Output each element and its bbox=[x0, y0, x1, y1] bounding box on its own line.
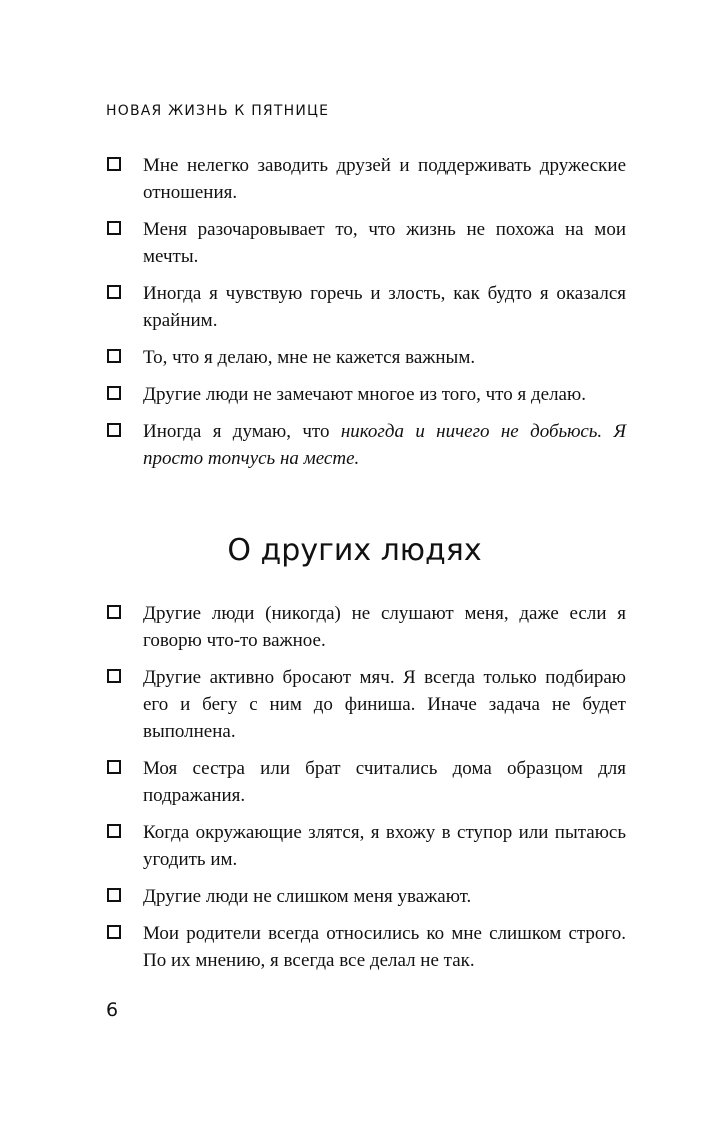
list-item bbox=[106, 883, 626, 910]
checkbox[interactable] bbox=[107, 760, 121, 774]
list-item bbox=[106, 216, 626, 270]
checkbox[interactable] bbox=[107, 423, 121, 437]
checkbox[interactable] bbox=[107, 221, 121, 235]
checkbox[interactable] bbox=[107, 824, 121, 838]
checklist-self bbox=[106, 152, 626, 482]
section-title: О других людях bbox=[227, 533, 482, 568]
list-item bbox=[106, 418, 626, 472]
item-text: Когда окружающие злятся, я вхожу в ступор или пытаюсь угодить им. bbox=[143, 822, 626, 870]
item-text: Мои родители всегда относились ко мне слишком строго. По их мнению, я всегда все делал не так. bbox=[143, 923, 626, 971]
page-number: 6 bbox=[106, 999, 119, 1021]
list-item bbox=[106, 600, 626, 654]
item-text: Другие активно бросают мяч. Я всегда только подбираю его и бегу с ним до финиша. Иначе задача не будет выполнена. bbox=[143, 667, 626, 742]
item-text: Другие люди не замечают многое из того, что я делаю. bbox=[143, 384, 586, 405]
list-item bbox=[106, 755, 626, 809]
item-text: Мне нелегко заводить друзей и поддерживать дружеские отношения. bbox=[143, 155, 626, 203]
list-item bbox=[106, 819, 626, 873]
list-item bbox=[106, 664, 626, 745]
checkbox[interactable] bbox=[107, 349, 121, 363]
checkbox[interactable] bbox=[107, 888, 121, 902]
list-item bbox=[106, 280, 626, 334]
item-text: Меня разочаровывает то, что жизнь не похожа на мои мечты. bbox=[143, 219, 626, 267]
item-text: То, что я делаю, мне не кажется важным. bbox=[143, 347, 476, 368]
checkbox[interactable] bbox=[107, 925, 121, 939]
item-text-italic: никогда и ничего не добьюсь. Я просто топчусь на месте. bbox=[143, 421, 627, 469]
checkbox[interactable] bbox=[107, 605, 121, 619]
checklist-others bbox=[106, 600, 626, 984]
list-item bbox=[106, 152, 626, 206]
item-text: Иногда я думаю, что bbox=[143, 421, 341, 442]
list-item bbox=[106, 344, 626, 371]
list-item bbox=[106, 920, 626, 974]
item-text: Другие люди (никогда) не слушают меня, даже если я говорю что-то важное. bbox=[143, 603, 626, 651]
running-head: НОВАЯ ЖИЗНЬ К ПЯТНИЦЕ bbox=[106, 103, 330, 119]
item-text: Моя сестра или брат считались дома образцом для подражания. bbox=[143, 758, 626, 806]
checkbox[interactable] bbox=[107, 669, 121, 683]
list-item bbox=[106, 381, 626, 408]
item-text: Иногда я чувствую горечь и злость, как будто я оказался крайним. bbox=[143, 283, 626, 331]
item-text: Другие люди не слишком меня уважают. bbox=[143, 886, 472, 907]
checkbox[interactable] bbox=[107, 285, 121, 299]
checkbox[interactable] bbox=[107, 157, 121, 171]
checkbox[interactable] bbox=[107, 386, 121, 400]
